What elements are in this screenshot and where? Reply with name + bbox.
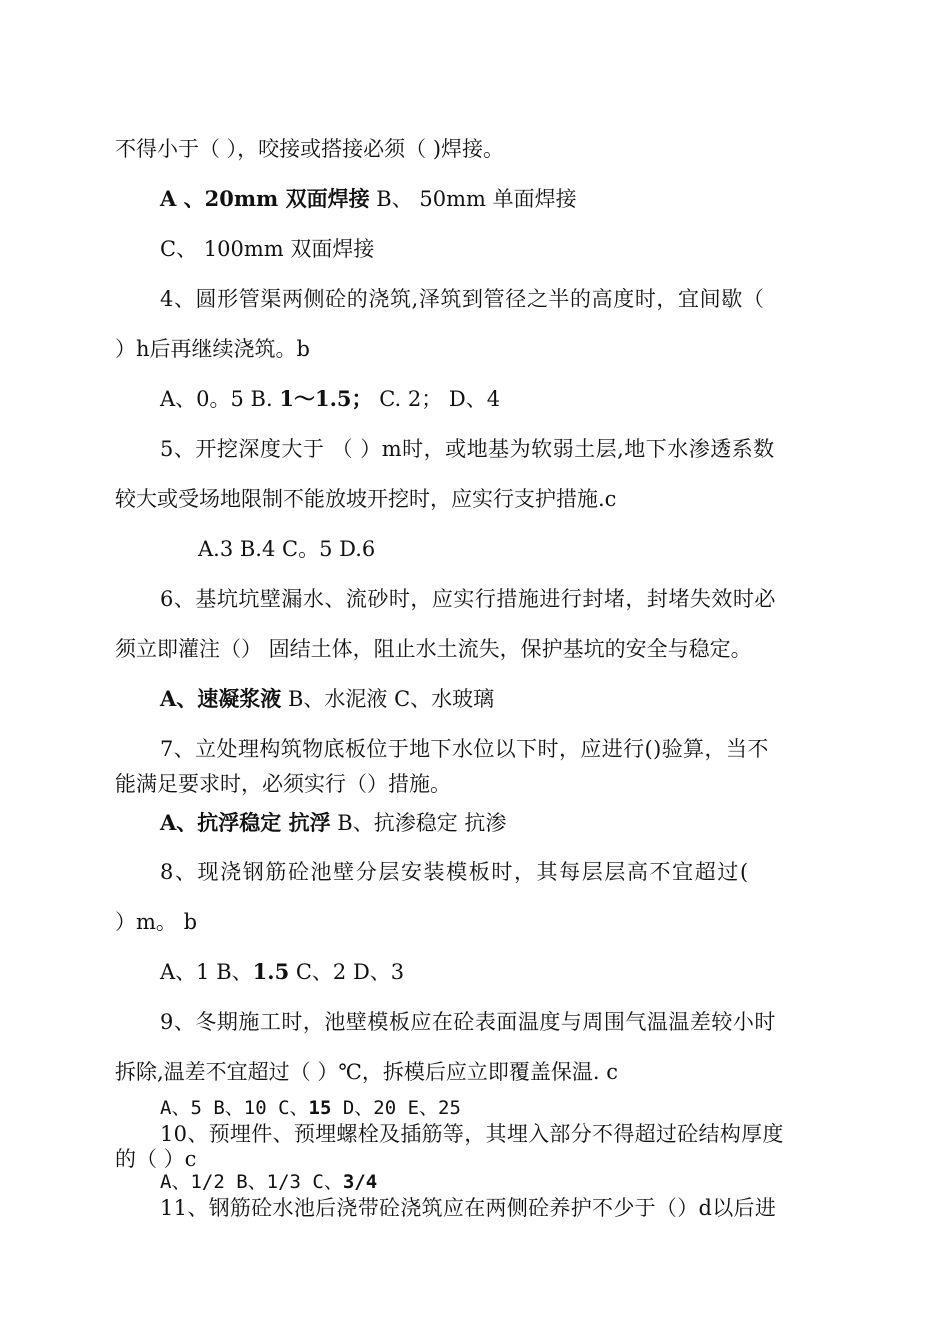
question-line	[160, 1121, 784, 1147]
question-line	[160, 1195, 776, 1221]
question-line	[160, 436, 775, 462]
line-text: A、1 B、	[160, 960, 253, 984]
line-text: C. 2； D、4	[372, 387, 501, 411]
line-text: D、20 E、25	[331, 1097, 461, 1119]
line-text: A、5 B、10 C、	[160, 1097, 309, 1119]
answer-line	[160, 810, 506, 836]
text-line	[115, 336, 310, 362]
line-text: A.3 B.4 C。5 D.6	[198, 537, 376, 561]
line-text: ）h后再继续浇筑。b	[115, 337, 310, 361]
line-text: 9、冬期施工时，池壁模板应在砼表面温度与周围气温温差较小时	[160, 1010, 776, 1034]
bold-answer-text: A 、20mm 双面焊接	[160, 186, 370, 211]
line-text: ）m。 b	[115, 910, 198, 934]
line-text: 5、开挖深度大于 （ ）m时，或地基为软弱土层,地下水渗透系数	[160, 437, 775, 461]
line-text: C、 100mm 双面焊接	[160, 237, 375, 261]
line-text: A、0。5 B.	[160, 387, 280, 411]
line-text: B、水泥液 C、水玻璃	[281, 687, 495, 711]
question-line	[160, 1009, 776, 1035]
text-line	[115, 1059, 618, 1085]
line-text: A、1/2 B、1/3 C、	[160, 1171, 343, 1193]
answer-line	[160, 386, 500, 412]
line-text: 不得小于（ ），咬接或搭接必须（ )焊接。	[115, 137, 505, 161]
bold-answer-text: 15	[308, 1097, 332, 1119]
bold-answer-text: 1～1.5；	[279, 386, 373, 411]
line-text: C、2 D、3	[289, 960, 405, 984]
question-line	[160, 286, 764, 312]
answer-line	[160, 686, 494, 712]
bold-answer-text: 3/4	[342, 1171, 378, 1193]
bold-answer-text: 1.5	[252, 959, 290, 984]
line-text: 8、现浇钢筋砼池壁分层安装模板时，其每层层高不宜超过(	[160, 860, 750, 884]
answer-line	[160, 959, 404, 985]
text-line	[115, 136, 504, 162]
bold-answer-text: A、速凝浆液	[160, 686, 282, 711]
answer-line	[160, 1171, 377, 1193]
text-line	[115, 909, 197, 935]
answer-line	[198, 536, 375, 562]
line-text: 较大或受场地限制不能放坡开挖时，应实行支护措施.c	[115, 487, 617, 511]
line-text: 4、圆形管渠两侧砼的浇筑,泽筑到管径之半的高度时，宜间歇（	[160, 287, 765, 311]
line-text: 6、基坑坑壁漏水、流砂时，应实行措施进行封堵，封堵失效时必	[160, 587, 776, 611]
line-text: 能满足要求时，必须实行（）措施。	[115, 772, 451, 796]
question-line	[160, 859, 750, 885]
bold-answer-text: A、抗浮稳定 抗浮	[160, 810, 331, 835]
answer-line	[160, 1097, 461, 1119]
question-line	[160, 736, 769, 762]
line-text: B、 50mm 单面焊接	[369, 187, 577, 211]
line-text: 7、立处理构筑物底板位于地下水位以下时，应进行()验算，当不	[160, 737, 769, 761]
question-line	[160, 586, 776, 612]
line-text: B、抗渗稳定 抗渗	[330, 811, 507, 835]
text-line	[115, 636, 752, 662]
line-text: 拆除,温差不宜超过（ ）℃，拆模后应立即覆盖保温. c	[115, 1060, 618, 1084]
text-line	[115, 1146, 196, 1172]
line-text: 须立即灌注（） 固结土体，阻止水土流失，保护基坑的安全与稳定。	[115, 637, 752, 661]
line-text: 的（ ）c	[115, 1147, 197, 1171]
answer-line	[160, 236, 374, 262]
line-text: 11、钢筋砼水池后浇带砼浇筑应在两侧砼养护不少于（）d以后进	[160, 1196, 777, 1220]
text-line	[115, 771, 451, 797]
line-text: 10、预埋件、预埋螺栓及插筋等，其埋入部分不得超过砼结构厚度	[160, 1122, 784, 1146]
answer-line	[160, 186, 577, 212]
text-line	[115, 486, 616, 512]
